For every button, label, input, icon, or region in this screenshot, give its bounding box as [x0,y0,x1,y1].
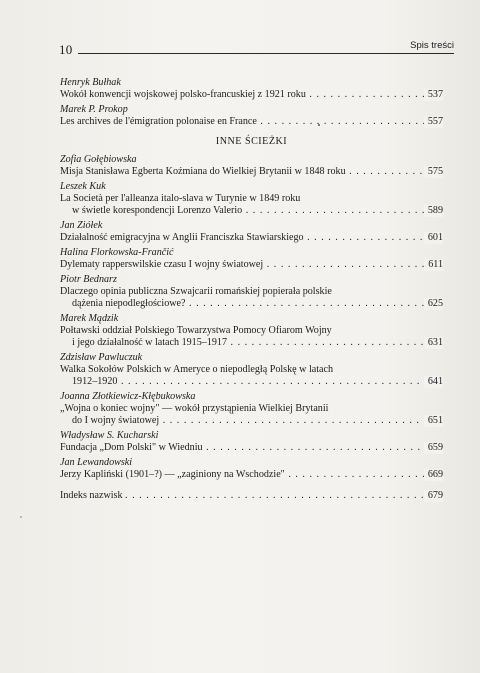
entry-title-line: Walka Sokołów Polskich w Ameryce o niepodległą Polskę w latach [60,364,334,375]
toc-entry [60,247,443,271]
entry-author: Halina Florkowska-Frančić [60,247,174,258]
running-title: Spis treści [410,40,454,51]
toc-line [60,364,443,376]
toc-line [60,376,443,388]
toc-entry [60,391,443,427]
entry-title-line: w świetle korespondencji Lorenzo Valerio [72,205,243,216]
toc-line [60,259,443,271]
toc-line [60,490,443,502]
toc-line [60,469,443,481]
toc-entry [60,352,443,388]
toc-entry [60,313,443,349]
entry-page-number: 611 [424,259,443,271]
toc-entry [60,154,443,178]
entry-author: Zofia Gołębiowska [60,154,137,165]
entry-page-number: 641 [424,376,443,388]
entry-page-number: 537 [424,89,443,101]
entry-page-number: 651 [424,415,443,427]
entry-title-line: do I wojny światowej [72,415,160,426]
entry-author: Zdzisław Pawluczuk [60,352,143,363]
entry-page-number: 589 [424,205,443,217]
entry-page-number: 669 [424,469,443,481]
entry-page-number: 631 [424,337,443,349]
entry-title-line: 1912–1920 [72,376,118,387]
paper-speck [20,516,22,518]
toc-line [60,89,443,101]
entry-title-line: „Wojna o koniec wojny" — wokół przystąpienia Wielkiej Brytanii [60,403,329,414]
toc-entry [60,181,443,217]
index-page-number: 679 [424,490,443,502]
entry-author: Jan Ziółek [60,220,103,231]
entry-author: Henryk Bułhak [60,77,121,88]
entry-title-line: Fundacja „Dom Polski" w Wiedniu [60,442,203,453]
toc-line [60,442,443,454]
entry-author: Jan Lewandowski [60,457,133,468]
toc-list-main [60,77,443,128]
toc-entry [60,77,443,101]
entry-page-number: 659 [424,442,443,454]
toc-line [60,325,443,337]
entry-author: Piotr Bednarz [60,274,117,285]
toc-line [60,205,443,217]
entry-title-line: i jego działalność w latach 1915–1917 [72,337,228,348]
entry-author: Leszek Kuk [60,181,106,192]
entry-page-number: 575 [424,166,443,178]
entry-title-line: dążenia niepodległościowe? [72,298,186,309]
entry-author: Marek P. Prokop [60,104,128,115]
page-number: 10 [59,42,73,57]
entry-title-line: Połtawski oddział Polskiego Towarzystwa Pomocy Ofiarom Wojny [60,325,332,336]
entry-title-line: Wokół konwencji wojskowej polsko-francuskiej z 1921 roku [60,89,306,100]
table-of-contents [60,77,443,505]
toc-line [60,232,443,244]
toc-list-other-paths [60,154,443,481]
entry-title-line: Misja Stanisława Egberta Koźmiana do Wielkiej Brytanii w 1848 roku [60,166,346,177]
entry-author: Władysław S. Kucharski [60,430,159,441]
entry-title-line: Dlaczego opinia publiczna Szwajcarii romańskiej popierała polskie [60,286,332,297]
toc-line [60,193,443,205]
entry-page-number: 557 [424,116,443,128]
page-header [59,40,454,56]
index-entry [60,490,443,502]
toc-line [60,166,443,178]
entry-title-line: Dylematy rapperswilskie czasu I wojny światowej [60,259,264,270]
toc-line [60,337,443,349]
entry-title-line: Jerzy Kapliński (1901–?) — „zaginiony na Wschodzie" [60,469,285,480]
index-label: Indeks nazwisk [60,490,123,501]
toc-entry [60,104,443,128]
toc-line [60,298,443,310]
toc-line [60,415,443,427]
entry-author: Marek Mądzik [60,313,119,324]
entry-title-line: Działalność emigracyjna w Anglii Franciszka Stawiarskiego [60,232,304,243]
toc-entry [60,430,443,454]
header-rule [78,53,454,54]
toc-line [60,286,443,298]
entry-title-line: Les archives de l'émigration polonaise en France [60,116,257,127]
entry-page-number: 625 [424,298,443,310]
toc-entry [60,457,443,481]
entry-page-number: 601 [424,232,443,244]
section-heading: INNE ŚCIEŻKI [215,136,288,147]
entry-title-line: La Società per l'alleanza italo-slava w Turynie w 1849 roku [60,193,301,204]
toc-line [60,403,443,415]
toc-line [60,116,443,128]
toc-entry [60,220,443,244]
entry-author: Joanna Złotkiewicz-Kłębukowska [60,391,196,402]
toc-entry [60,274,443,310]
